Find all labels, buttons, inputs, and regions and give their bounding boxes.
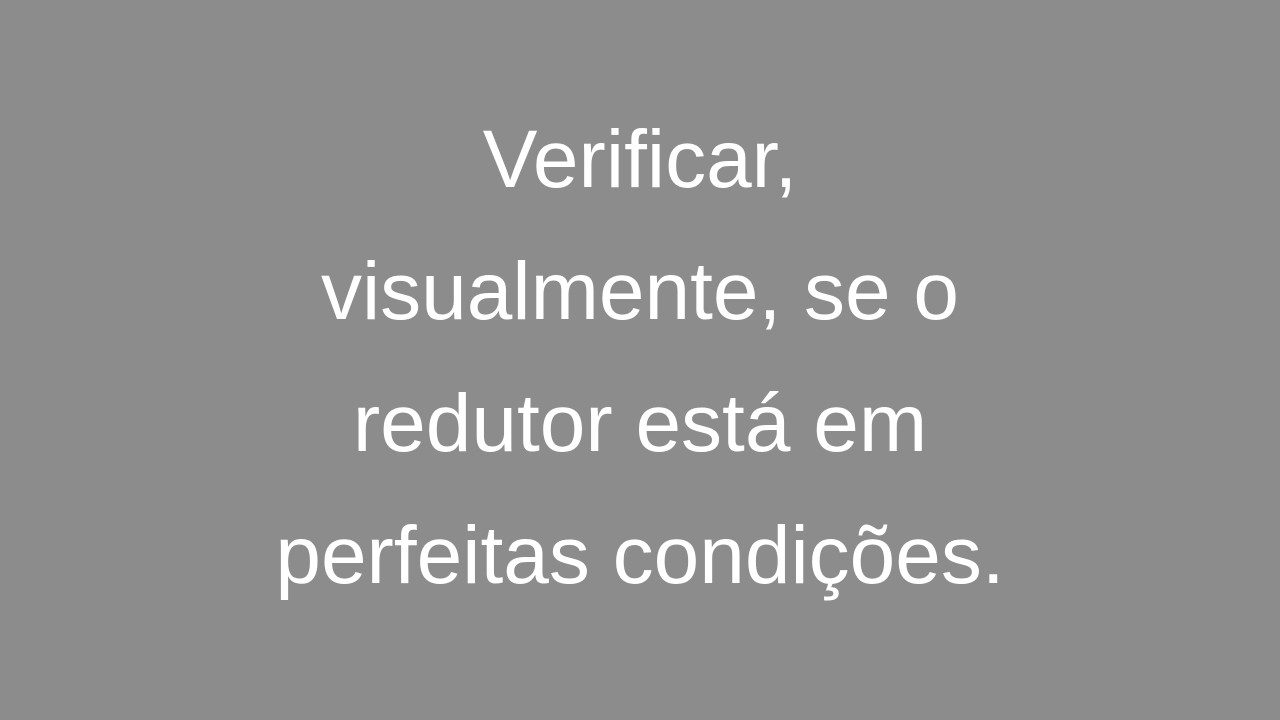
slide-body-text bbox=[275, 94, 1004, 622]
text-line-3: redutor está em bbox=[352, 378, 928, 469]
text-line-2: visualmente, se o bbox=[320, 246, 960, 337]
text-line-4: perfeitas condições. bbox=[275, 510, 1005, 601]
text-line-1: Verificar, bbox=[482, 114, 798, 205]
